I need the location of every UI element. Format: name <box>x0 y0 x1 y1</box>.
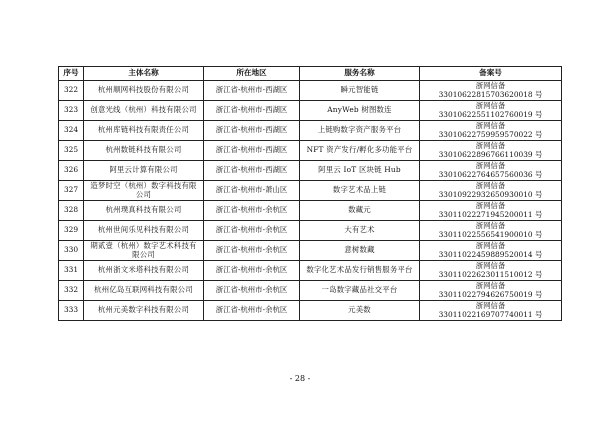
cell-service-text: 意树数藏 <box>344 245 375 255</box>
cell-entity <box>84 161 204 181</box>
cell-entity <box>84 101 204 121</box>
cell-service-text: 大有艺术 <box>344 225 375 235</box>
cell-filing <box>420 241 562 261</box>
cell-entity-text: 杭州世间乐见科技有限公司 <box>97 225 190 235</box>
table-row <box>59 141 562 161</box>
table-header-row <box>59 67 562 81</box>
filing-prefix: 浙网信备 <box>475 260 506 270</box>
cell-service <box>300 101 420 121</box>
cell-entity-text: 期贰壹（杭州）数字艺术科技有限公司 <box>90 240 197 259</box>
table-row <box>59 301 562 321</box>
cell-no: 327 <box>59 181 84 201</box>
cell-filing <box>420 141 562 161</box>
cell-filing <box>420 301 562 321</box>
cell-service-text: NFT 资产发行/孵化多功能平台 <box>306 145 413 155</box>
filing-prefix: 浙网信备 <box>475 80 506 90</box>
cell-service <box>300 301 420 321</box>
header-region: 所在地区 <box>204 67 300 81</box>
cell-service-text: 上链购数字资产服务平台 <box>317 125 402 135</box>
filing-number: 33010622551102760019 号 <box>438 109 543 119</box>
cell-region: 浙江省-杭州市-西湖区 <box>204 81 300 101</box>
filing-number: 33011022556541900010 号 <box>438 229 543 239</box>
cell-entity-text: 杭州数链科技有限公司 <box>105 145 182 155</box>
filing-number: 33010622764657560036 号 <box>438 169 543 179</box>
cell-entity-text: 杭州顺网科技股份有限公司 <box>97 85 190 95</box>
filing-number: 33010622815703620018 号 <box>438 89 543 99</box>
cell-region: 浙江省-杭州市-余杭区 <box>204 281 300 301</box>
cell-filing <box>420 201 562 221</box>
cell-no: 330 <box>59 241 84 261</box>
filing-number: 33010922932650930010 号 <box>438 189 543 199</box>
cell-service <box>300 281 420 301</box>
cell-entity-text: 杭州亿岛互联网科技有限公司 <box>94 285 193 295</box>
cell-region: 浙江省-杭州市-西湖区 <box>204 161 300 181</box>
cell-region: 浙江省-杭州市-萧山区 <box>204 181 300 201</box>
cell-service-text: 一岛数字藏品社交平台 <box>321 285 398 295</box>
cell-region: 浙江省-杭州市-西湖区 <box>204 121 300 141</box>
filing-number: 33010622896766110039 号 <box>438 149 543 159</box>
header-service: 服务名称 <box>300 67 420 81</box>
cell-service-text: 数字化艺术品发行销售服务平台 <box>306 265 413 275</box>
filing-prefix: 浙网信备 <box>475 120 506 130</box>
cell-entity <box>84 241 204 261</box>
cell-entity-text: 杭州浙文米塔科技有限公司 <box>97 265 190 275</box>
cell-no: 322 <box>59 81 84 101</box>
cell-filing <box>420 181 562 201</box>
cell-region: 浙江省-杭州市-余杭区 <box>204 201 300 221</box>
cell-no: 325 <box>59 141 84 161</box>
cell-entity-text: 造梦时空（杭州）数字科技有限公司 <box>90 180 197 199</box>
cell-no: 333 <box>59 301 84 321</box>
cell-service <box>300 121 420 141</box>
cell-entity <box>84 141 204 161</box>
table-row <box>59 161 562 181</box>
cell-filing <box>420 221 562 241</box>
cell-filing <box>420 261 562 281</box>
filing-number: 33011022623011510012 号 <box>438 269 543 279</box>
cell-service <box>300 81 420 101</box>
cell-entity-text: 阿里云计算有限公司 <box>109 165 178 175</box>
cell-filing <box>420 121 562 141</box>
cell-service <box>300 141 420 161</box>
table-row <box>59 261 562 281</box>
cell-region: 浙江省-杭州市-西湖区 <box>204 101 300 121</box>
filing-number: 33010622759959570022 号 <box>438 129 543 139</box>
filing-prefix: 浙网信备 <box>475 300 506 310</box>
cell-entity-text: 杭州库链科技有限责任公司 <box>97 125 190 135</box>
cell-service-text: 瞬元智能链 <box>340 85 379 95</box>
filing-prefix: 浙网信备 <box>475 200 506 210</box>
header-entity: 主体名称 <box>84 67 204 81</box>
cell-filing <box>420 81 562 101</box>
header-no: 序号 <box>59 67 84 81</box>
filing-number: 33011022459889520014 号 <box>438 249 543 259</box>
filing-number: 33011022794626750019 号 <box>438 289 543 299</box>
cell-filing <box>420 281 562 301</box>
table-row <box>59 221 562 241</box>
cell-filing <box>420 161 562 181</box>
cell-service <box>300 201 420 221</box>
cell-filing <box>420 101 562 121</box>
cell-no: 328 <box>59 201 84 221</box>
cell-no: 324 <box>59 121 84 141</box>
filing-prefix: 浙网信备 <box>475 140 506 150</box>
cell-region: 浙江省-杭州市-余杭区 <box>204 261 300 281</box>
cell-service <box>300 161 420 181</box>
filing-prefix: 浙网信备 <box>475 180 506 190</box>
cell-service-text: 数藏元 <box>348 205 371 215</box>
table-row <box>59 81 562 101</box>
cell-region: 浙江省-杭州市-余杭区 <box>204 301 300 321</box>
filing-prefix: 浙网信备 <box>475 100 506 110</box>
cell-entity <box>84 301 204 321</box>
cell-entity <box>84 201 204 221</box>
cell-entity <box>84 181 204 201</box>
cell-service <box>300 181 420 201</box>
page-number: - 28 - <box>289 374 311 383</box>
cell-entity <box>84 121 204 141</box>
table-row <box>59 181 562 201</box>
cell-entity-text: 创意光线（杭州）科技有限公司 <box>90 105 197 115</box>
cell-service-text: 阿里云 IoT 区块链 Hub <box>318 165 401 175</box>
cell-no: 331 <box>59 261 84 281</box>
cell-service-text: 元美数 <box>348 305 371 315</box>
cell-region: 浙江省-杭州市-余杭区 <box>204 241 300 261</box>
filing-prefix: 浙网信备 <box>475 280 506 290</box>
filing-table <box>58 66 562 321</box>
table-row <box>59 121 562 141</box>
table-body <box>59 81 562 321</box>
cell-service <box>300 221 420 241</box>
table-row <box>59 241 562 261</box>
cell-entity <box>84 81 204 101</box>
filing-number: 33011022271945200011 号 <box>438 209 543 219</box>
table-row <box>59 201 562 221</box>
cell-region: 浙江省-杭州市-余杭区 <box>204 221 300 241</box>
cell-service-text: AnyWeb 树图数连 <box>327 105 392 115</box>
cell-region: 浙江省-杭州市-西湖区 <box>204 141 300 161</box>
cell-service-text: 数字艺术品上链 <box>332 185 387 195</box>
cell-entity-text: 杭州元美数字科技有限公司 <box>97 305 190 315</box>
filing-prefix: 浙网信备 <box>475 240 506 250</box>
filing-prefix: 浙网信备 <box>475 160 506 170</box>
table-row <box>59 101 562 121</box>
filing-number: 33011022169707740011 号 <box>438 309 543 319</box>
header-filing: 备案号 <box>420 67 562 81</box>
filing-prefix: 浙网信备 <box>475 220 506 230</box>
cell-no: 332 <box>59 281 84 301</box>
cell-entity <box>84 261 204 281</box>
cell-service <box>300 261 420 281</box>
cell-no: 326 <box>59 161 84 181</box>
cell-no: 323 <box>59 101 84 121</box>
cell-entity <box>84 281 204 301</box>
cell-entity-text: 杭州璞真科技有限公司 <box>105 205 182 215</box>
table-row <box>59 281 562 301</box>
cell-no: 329 <box>59 221 84 241</box>
cell-entity <box>84 221 204 241</box>
cell-service <box>300 241 420 261</box>
